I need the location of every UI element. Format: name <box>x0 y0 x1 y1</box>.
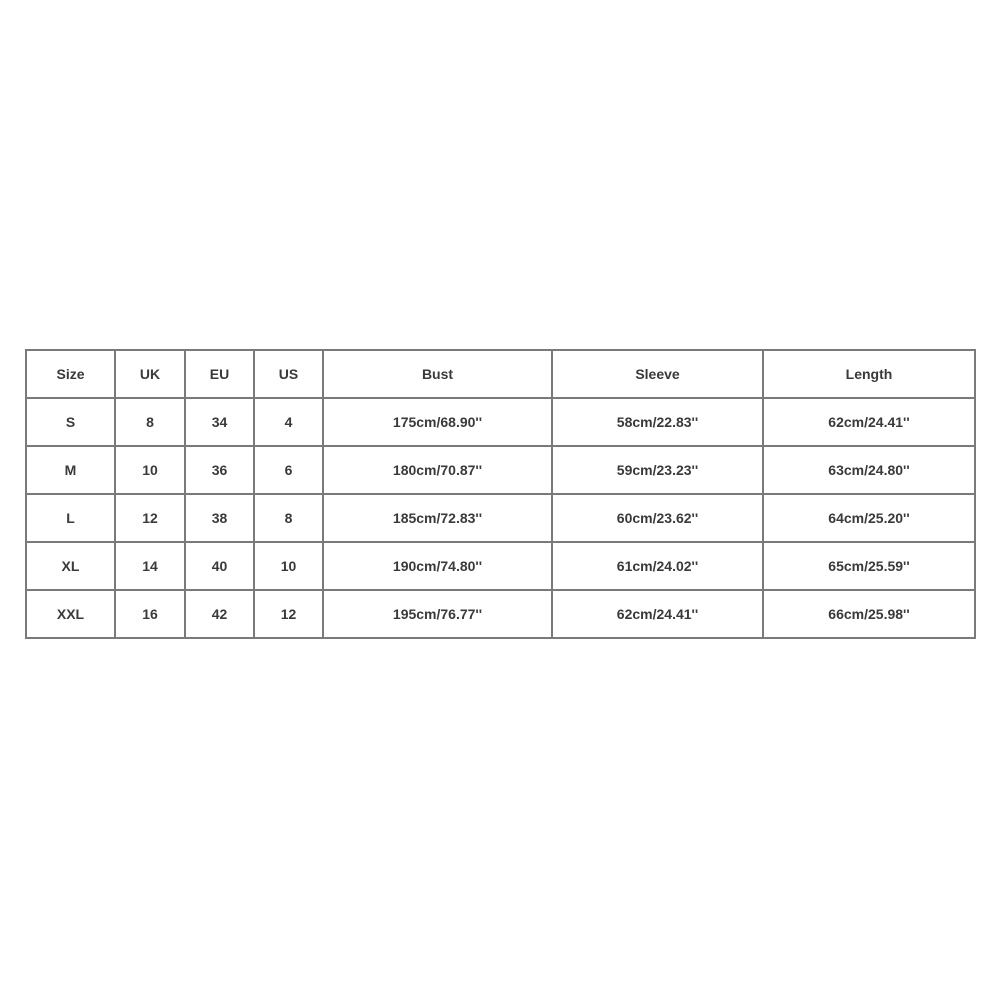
header-us: US <box>254 350 323 398</box>
cell-uk: 8 <box>115 398 185 446</box>
cell-us: 6 <box>254 446 323 494</box>
cell-eu: 38 <box>185 494 254 542</box>
cell-size: XL <box>26 542 115 590</box>
cell-bust: 195cm/76.77'' <box>323 590 552 638</box>
table-row <box>26 446 975 494</box>
cell-length: 64cm/25.20'' <box>763 494 975 542</box>
cell-sleeve: 62cm/24.41'' <box>552 590 763 638</box>
cell-eu: 42 <box>185 590 254 638</box>
cell-size: M <box>26 446 115 494</box>
cell-length: 66cm/25.98'' <box>763 590 975 638</box>
table-row <box>26 542 975 590</box>
table-row <box>26 494 975 542</box>
cell-us: 10 <box>254 542 323 590</box>
cell-us: 12 <box>254 590 323 638</box>
cell-bust: 180cm/70.87'' <box>323 446 552 494</box>
cell-eu: 34 <box>185 398 254 446</box>
cell-size: XXL <box>26 590 115 638</box>
cell-length: 62cm/24.41'' <box>763 398 975 446</box>
cell-us: 8 <box>254 494 323 542</box>
cell-uk: 14 <box>115 542 185 590</box>
header-length: Length <box>763 350 975 398</box>
cell-us: 4 <box>254 398 323 446</box>
cell-eu: 40 <box>185 542 254 590</box>
cell-length: 65cm/25.59'' <box>763 542 975 590</box>
header-size: Size <box>26 350 115 398</box>
cell-size: L <box>26 494 115 542</box>
cell-bust: 185cm/72.83'' <box>323 494 552 542</box>
cell-length: 63cm/24.80'' <box>763 446 975 494</box>
cell-size: S <box>26 398 115 446</box>
cell-sleeve: 61cm/24.02'' <box>552 542 763 590</box>
cell-eu: 36 <box>185 446 254 494</box>
cell-sleeve: 60cm/23.62'' <box>552 494 763 542</box>
cell-bust: 190cm/74.80'' <box>323 542 552 590</box>
header-sleeve: Sleeve <box>552 350 763 398</box>
table-header-row <box>26 350 975 398</box>
cell-uk: 10 <box>115 446 185 494</box>
cell-sleeve: 58cm/22.83'' <box>552 398 763 446</box>
size-chart-table <box>25 349 976 639</box>
table-row <box>26 590 975 638</box>
cell-sleeve: 59cm/23.23'' <box>552 446 763 494</box>
header-bust: Bust <box>323 350 552 398</box>
cell-bust: 175cm/68.90'' <box>323 398 552 446</box>
table-row <box>26 398 975 446</box>
header-uk: UK <box>115 350 185 398</box>
header-eu: EU <box>185 350 254 398</box>
cell-uk: 16 <box>115 590 185 638</box>
cell-uk: 12 <box>115 494 185 542</box>
